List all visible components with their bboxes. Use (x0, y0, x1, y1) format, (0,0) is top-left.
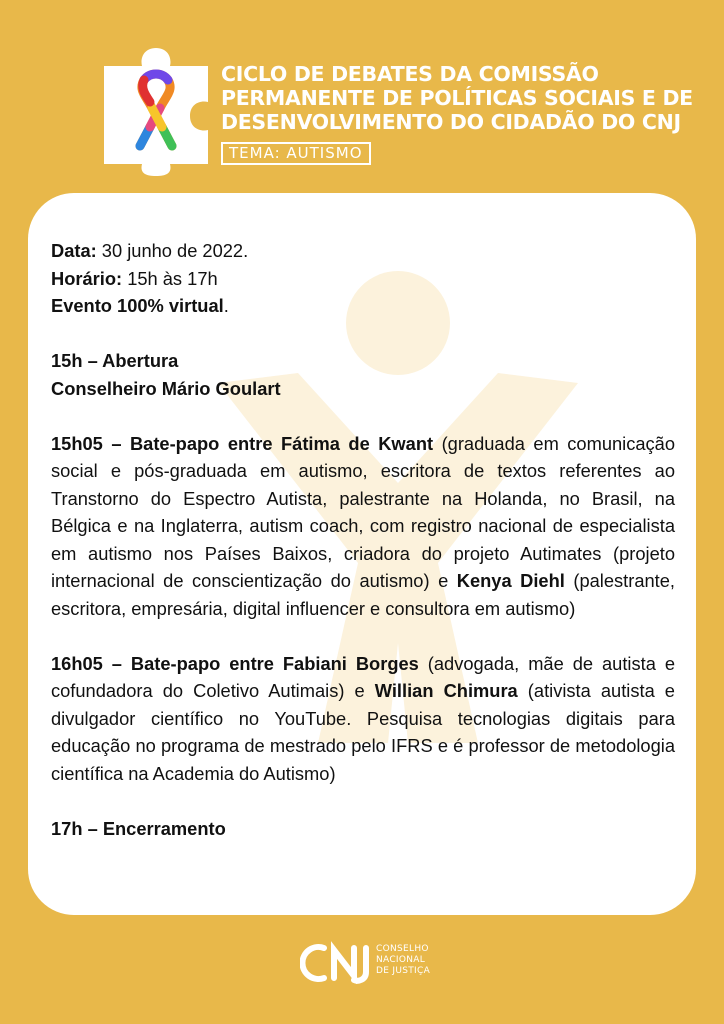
opening-speaker-text: Conselheiro Mário Goulart (51, 377, 281, 399)
talk-2-head: 16h05 – Bate-papo entre Fabiani Borges (51, 652, 419, 674)
talk-2-body2: (ativista autista e divulgador científico no YouTube. Pesquisa tecnologias digitais para educação no programa de mestrado pelo IFRS e é professor de metodologia científica na Academia do Autismo) (51, 680, 675, 784)
talk-1-body2: (palestrante, escritora, empresária, digital influencer e consultora em autismo) (51, 570, 675, 619)
closing-text: 17h – Encerramento (51, 817, 226, 839)
header-title-line: PERMANENTE DE POLÍTICAS SOCIAIS E DE (221, 86, 693, 110)
header-title-line: CICLO DE DEBATES DA COMISSÃO (221, 62, 599, 86)
cnj-org-name (376, 944, 430, 977)
content-card (28, 193, 696, 915)
org-line: NACIONAL (376, 955, 426, 965)
opening-speaker (51, 375, 675, 403)
virtual-suffix: . (223, 295, 229, 316)
talk-1 (51, 430, 675, 623)
opening-title-text: 15h – Abertura (51, 350, 179, 371)
event-time (51, 265, 675, 293)
date-value: 30 junho de 2022. (96, 240, 249, 261)
talk-2 (51, 650, 675, 788)
event-virtual (51, 292, 675, 320)
time-value: 15h às 17h (122, 267, 218, 289)
opening-title (51, 347, 675, 375)
org-line: DE JUSTIÇA (376, 966, 431, 976)
talk-2-body: (advogada, mãe de autista e cofundadora do Coletivo Autimais) e (51, 652, 675, 701)
header-title (221, 62, 691, 134)
closing (51, 815, 675, 843)
event-content (51, 237, 675, 842)
header-title-line: DESENVOLVIMENTO DO CIDADÃO DO CNJ (221, 110, 681, 134)
talk-2-name2: Willian Chimura (374, 680, 518, 701)
virtual-label: Evento 100% virtual (51, 295, 224, 316)
talk-1-body: (graduada em comunicação social e pós-graduada em autismo, escritora de textos referentes ao Transtorno do Espectro Autista, palestrante na Holanda, no Brasil, na Bélgica e na Inglaterra, autism coach, com registro nacional de especialista em autismo nos Países Baixos, criadora do projeto Autimates (projeto internacional de conscientização do autismo) e (51, 432, 675, 591)
event-date (51, 237, 675, 265)
time-label: Horário: (51, 267, 123, 289)
org-line: CONSELHO (376, 944, 429, 954)
talk-1-head: 15h05 – Bate-papo entre Fátima de Kwant (51, 432, 434, 454)
talk-1-name2: Kenya Diehl (456, 570, 565, 591)
puzzle-ribbon-icon (102, 46, 214, 176)
theme-tag: TEMA: AUTISMO (221, 142, 371, 165)
date-label: Data: (51, 240, 97, 261)
